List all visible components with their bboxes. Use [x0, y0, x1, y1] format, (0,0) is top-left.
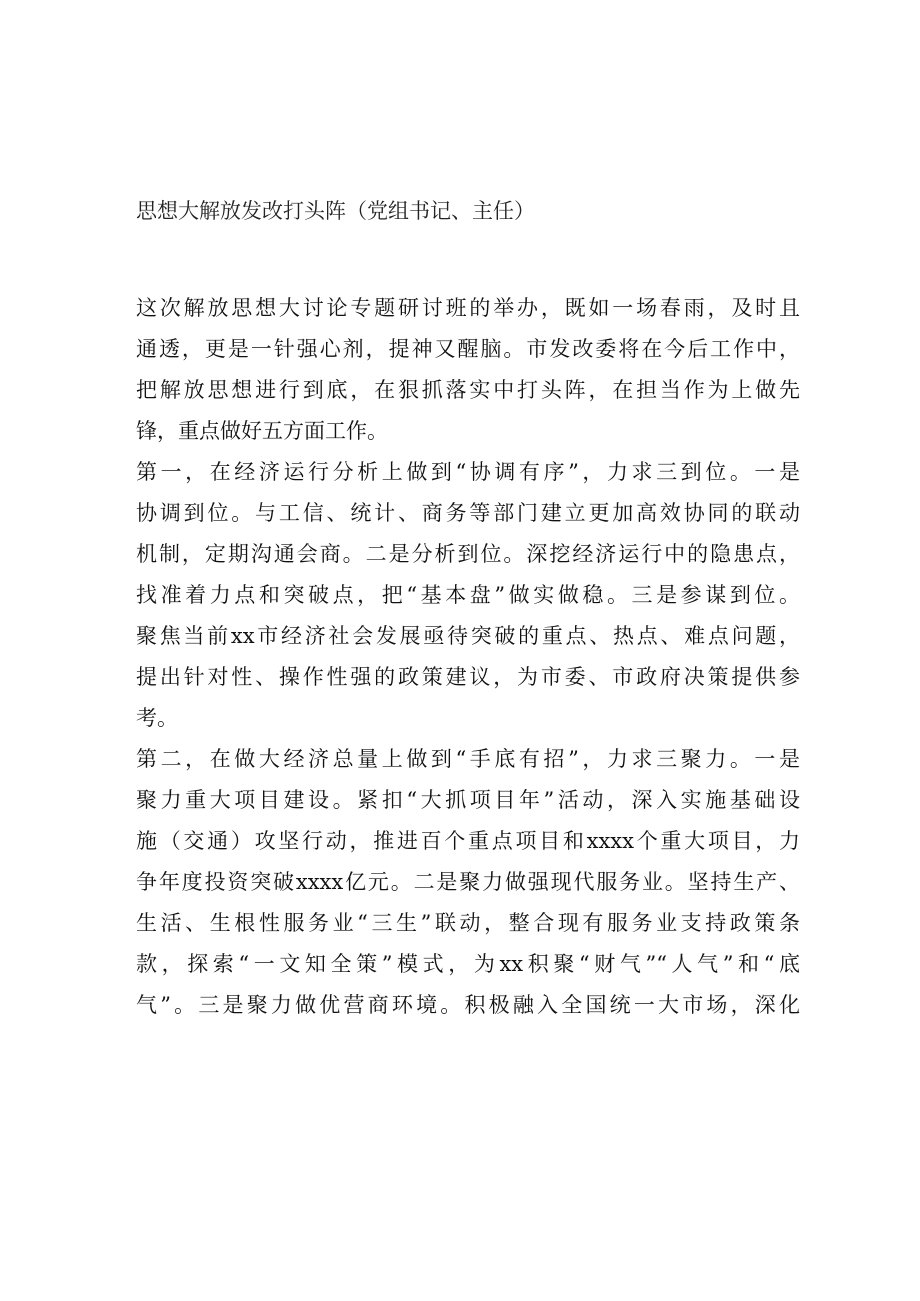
body-line: 争年度投资突破xxxx亿元。二是聚力做强现代服务业。坚持生产、 — [136, 870, 800, 894]
body-line: 施（交通）攻坚行动，推进百个重点项目和xxxx个重大项目，力 — [136, 829, 800, 853]
body-line: 锋，重点做好五方面工作。 — [136, 419, 388, 443]
body-line: 聚焦当前xx市经济社会发展亟待突破的重点、热点、难点问题， — [136, 624, 800, 648]
body-line: 考。 — [136, 706, 178, 730]
body-line: 机制，定期沟通会商。二是分析到位。深挖经济运行中的隐患点， — [136, 542, 800, 566]
body-line: 款，探索“一文知全策”模式，为xx积聚“财气”“人气”和“底 — [136, 952, 800, 976]
body-line: 聚力重大项目建设。紧扣“大抓项目年”活动，深入实施基础设 — [136, 788, 800, 812]
document-title: 思想大解放发改打头阵（党组书记、主任） — [136, 199, 535, 223]
body-line: 把解放思想进行到底，在狠抓落实中打头阵，在担当作为上做先 — [136, 378, 800, 402]
body-line: 协调到位。与工信、统计、商务等部门建立更加高效协同的联动 — [136, 501, 800, 525]
body-line: 生活、生根性服务业“三生”联动，整合现有服务业支持政策条 — [136, 911, 800, 935]
body-line: 这次解放思想大讨论专题研讨班的举办，既如一场春雨，及时且 — [136, 296, 800, 320]
body-line: 第二，在做大经济总量上做到“手底有招”，力求三聚力。一是 — [136, 747, 800, 771]
body-line: 通透，更是一针强心剂，提神又醒脑。市发改委将在今后工作中， — [136, 337, 800, 361]
document-body — [136, 288, 800, 1026]
body-line: 第一，在经济运行分析上做到“协调有序”，力求三到位。一是 — [136, 460, 800, 484]
body-line: 气”。三是聚力做优营商环境。积极融入全国统一大市场，深化 — [136, 993, 800, 1017]
body-line: 找准着力点和突破点，把“基本盘”做实做稳。三是参谋到位。 — [136, 583, 800, 607]
body-line: 提出针对性、操作性强的政策建议，为市委、市政府决策提供参 — [136, 665, 800, 689]
